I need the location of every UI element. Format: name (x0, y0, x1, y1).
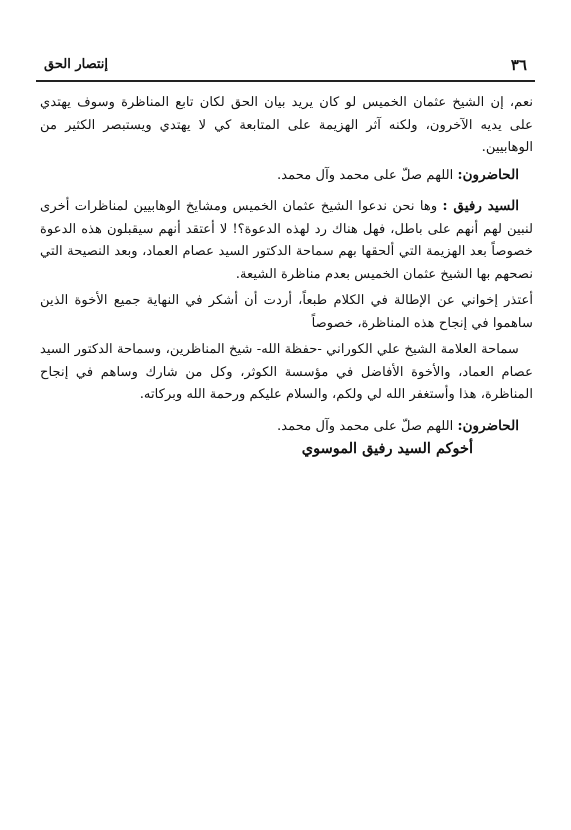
paragraph-6 (40, 415, 533, 439)
paragraph-6-text: اللهم صلّ على محمد وآل محمد. (277, 418, 458, 434)
body-text (40, 92, 533, 461)
page-number: ٣٦ (510, 56, 527, 74)
spacer (40, 187, 533, 195)
page-header (36, 52, 535, 78)
paragraph-1: نعم، إن الشيخ عثمان الخميس لو كان يريد بيان الحق لكان تابع المناظرة وسوف يهتدي على يديه الآخرون، ولكنه آثر الهزيمة على المتابعة كي لا يهتدي ويستبصر الكثير من الوهابيين. (40, 95, 533, 155)
paragraph-2 (40, 164, 533, 188)
header-divider (36, 80, 535, 82)
speaker-label: الحاضرون: (457, 166, 519, 183)
running-title: إنتصار الحق (44, 57, 108, 72)
paragraph-3 (40, 195, 533, 286)
paragraph-5: سماحة العلامة الشيخ علي الكوراني -حفظة الله- شيخ المناظرين، وسماحة الدكتور السيد عصام العماد، والأخوة الأفاضل في مؤسسة الكوثر، وكل من شارك وساهم في إنجاح المناظرة، هذا وأستغفر الله لي ولكم، والسلام عليكم ورحمة الله وبركاته. (40, 342, 533, 402)
signature: أخوكم السيد رفيق الموسوي (301, 440, 473, 457)
paragraph-2-text: اللهم صلّ على محمد وآل محمد. (277, 167, 458, 183)
paragraph-3-text: وها نحن ندعوا الشيخ عثمان الخميس ومشايخ الوهابيين لمناظرات أخرى لنبين لهم أنهم على باطل، فهل هناك رد لهذه الدعوة؟! لا أعتقد أنهم سيقبلون هذه الدعوة خصوصاً بعد الهزيمة التي ألحقها بهم سماحة الدكتور السيد عصام العماد، وبعد النصيحة التي نصحهم بها الشيخ عثمان الخميس بعدم مناظرة الشيعة. (40, 199, 533, 282)
speaker-label: الحاضرون: (457, 417, 519, 434)
spacer (40, 407, 533, 415)
speaker-label: السيد رفيق : (442, 198, 519, 214)
paragraph-4: أعتذر إخواني عن الإطالة في الكلام طبعاً، أردت أن أشكر في النهاية جميع الأخوة الذين ساهموا في إنجاح هذه المناظرة، خصوصاً (40, 293, 533, 331)
